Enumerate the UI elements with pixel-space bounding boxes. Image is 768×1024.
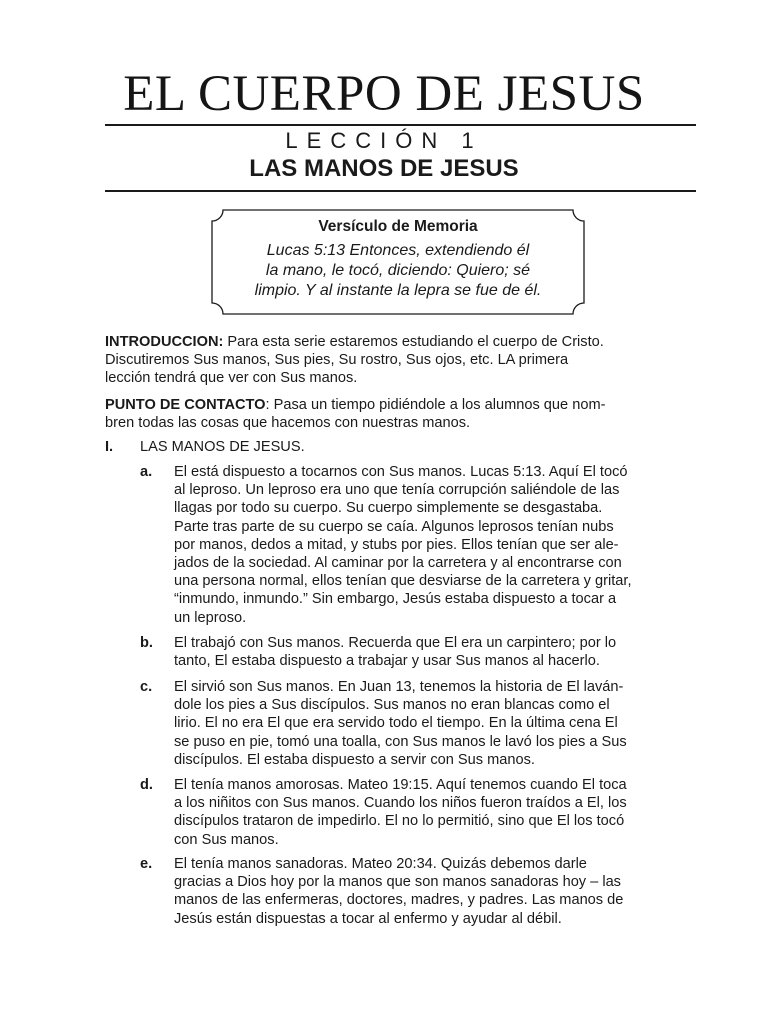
item-line: “inmundo, inmundo.” Sin embargo, Jesús estaba dispuesto a tocar a — [174, 591, 617, 608]
item-letter: b. — [140, 635, 153, 651]
item-line: tanto, El estaba dispuesto a trabajar y usar Sus manos al hacerlo. — [174, 653, 600, 670]
item-line: llagas por todo su cuerpo. Su cuerpo simplemente se desgastaba. — [174, 500, 603, 517]
punto-line: bren todas las cosas que hacemos con nuestras manos. — [105, 415, 471, 432]
punto-line — [105, 396, 729, 414]
lesson-label: LECCIÓN 1 — [285, 128, 483, 153]
section-number: I. — [105, 439, 114, 455]
item-line: dole los pies a Sus discípulos. Sus manos no eran blancas como el — [174, 697, 610, 714]
item-line: Jesús están dispuestas a tocar al enfermo y ayudar al débil. — [174, 910, 562, 927]
item-line: El está dispuesto a tocarnos con Sus manos. Lucas 5:13. Aquí El tocó — [174, 464, 628, 480]
memory-verse-box — [211, 209, 585, 315]
introduccion-text: Para esta serie estaremos estudiando el cuerpo de Cristo. — [223, 334, 604, 350]
memory-verse-line: Lucas 5:13 Entonces, extendiendo él — [266, 242, 530, 259]
item-text — [174, 855, 695, 928]
section-title: LAS MANOS DE JESUS. — [140, 439, 305, 455]
item-line: discípulos trataron de impedirlo. El no lo permitió, sino que El los tocó — [174, 813, 625, 830]
title-divider-bottom — [105, 190, 696, 192]
memory-verse-line: limpio. Y al instante la lepra se fue de él. — [254, 282, 542, 299]
item-line: manos de las enfermeras, doctores, madres, y padres. Las manos de — [174, 892, 624, 909]
item-line: se puso en pie, tomó una toalla, con Sus manos le lavó los pies a Sus — [174, 733, 627, 750]
punto-label: PUNTO DE CONTACTO — [105, 397, 266, 413]
memory-verse-heading: Versículo de Memoria — [318, 218, 478, 235]
item-letter: c. — [140, 679, 153, 695]
item-line: con Sus manos. — [174, 831, 279, 848]
introduccion-label: INTRODUCCION: — [105, 334, 224, 350]
item-line: a los niñitos con Sus manos. Cuando los niños fueron traídos a El, los — [174, 795, 627, 812]
item-line: por manos, dedos a mitad, y stubs por pies. Ellos tenían que ser ale- — [174, 536, 619, 553]
title-divider-top — [105, 124, 696, 126]
item-line: lirio. El no era El que era servido todo el tiempo. En la última cena El — [174, 715, 618, 732]
lesson-title: LAS MANOS DE JESUS — [249, 155, 519, 182]
item-letter: a. — [140, 464, 153, 480]
item-line: al leproso. Un leproso era uno que tenía corrupción saliéndole de las — [174, 482, 620, 499]
item-line: El tenía manos amorosas. Mateo 19:15. Aquí tenemos cuando El toca — [174, 777, 627, 793]
introduccion-paragraph — [105, 333, 729, 388]
item-line: El trabajó con Sus manos. Recuerda que El era un carpintero; por lo — [174, 635, 617, 651]
item-letter: e. — [140, 856, 153, 872]
memory-verse-text — [225, 241, 571, 301]
item-text — [174, 634, 695, 670]
item-line: El sirvió son Sus manos. En Juan 13, tenemos la historia de El laván- — [174, 679, 624, 695]
item-text — [174, 463, 695, 627]
item-line: un leproso. — [174, 609, 247, 626]
item-letter: d. — [140, 777, 153, 793]
introduccion-line: lección tendrá que ver con Sus manos. — [105, 370, 358, 387]
item-line: una persona normal, ellos tenían que desviarse de la carretera y gritar, — [174, 573, 632, 590]
item-text — [174, 678, 695, 769]
introduccion-line: Discutiremos Sus manos, Sus pies, Su rostro, Sus ojos, etc. LA primera — [105, 352, 569, 369]
item-line: Parte tras parte de su cuerpo se caía. Algunos leprosos tenían nubs — [174, 518, 614, 535]
item-line: gracias a Dios hoy por la manos que son manos sanadoras hoy – las — [174, 874, 621, 891]
punto-text: : Pasa un tiempo pidiéndole a los alumnos que nom- — [265, 397, 606, 413]
memory-verse-line: la mano, le tocó, diciendo: Quiero; sé — [265, 262, 531, 279]
item-line: jados de la sociedad. Al caminar por la carretera y al encontrarse con — [174, 555, 622, 572]
document-title: EL CUERPO DE JESUS — [123, 66, 645, 122]
item-text — [174, 776, 695, 849]
item-line: discípulos. El estaba dispuesto a servir con Sus manos. — [174, 751, 535, 768]
item-line: El tenía manos sanadoras. Mateo 20:34. Quizás debemos darle — [174, 856, 587, 872]
punto-de-contacto-paragraph — [105, 396, 729, 432]
introduccion-line — [105, 333, 729, 351]
